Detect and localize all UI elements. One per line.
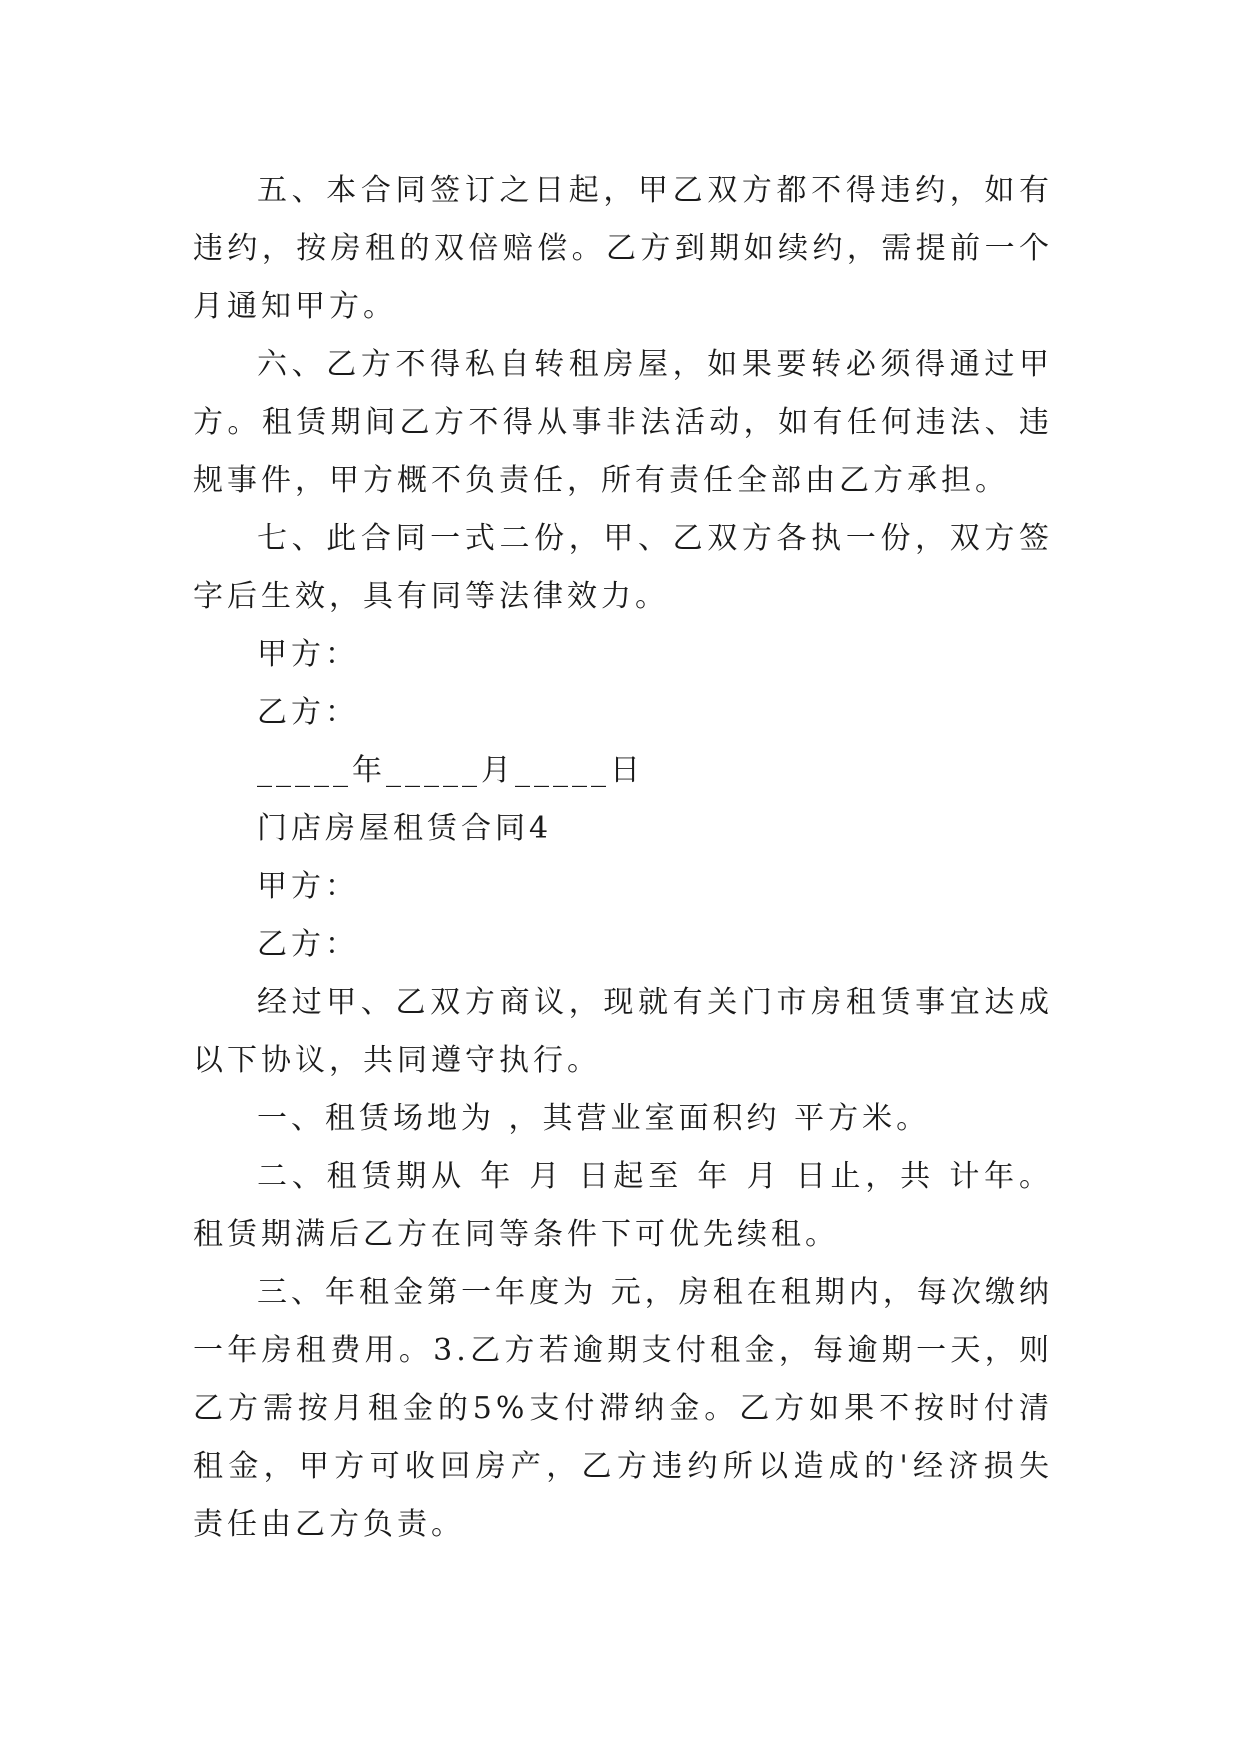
clause-three: 三、年租金第一年度为 元，房租在租期内，每次缴纳一年房租费用。3.乙方若逾期支付租金，每逾期一天，则乙方需按月租金的5%支付滞纳金。乙方如果不按时付清租金，甲方可收回房产，乙方违约所以造成的'经济损失责任由乙方负责。 (193, 1275, 1053, 1542)
clause-one: 一、租赁场地为 ，其营业室面积约 平方米。 (257, 1101, 931, 1136)
contract-title: 门店房屋租赁合同4 (257, 811, 553, 846)
clause-seven: 七、此合同一式二份，甲、乙双方各执一份，双方签字后生效，具有同等法律效力。 (193, 521, 1053, 614)
party-b-signature-line: 乙方： (257, 695, 359, 730)
document-body (193, 162, 1053, 1554)
clause-five: 五、本合同签订之日起，甲乙双方都不得违约，如有违约，按房租的双倍赔偿。乙方到期如续约，需提前一个月通知甲方。 (193, 173, 1053, 324)
party-b-line: 乙方： (257, 927, 359, 962)
party-a-line: 甲方： (257, 869, 359, 904)
preamble: 经过甲、乙双方商议，现就有关门市房租赁事宜达成以下协议，共同遵守执行。 (193, 985, 1053, 1078)
clause-two: 二、租赁期从 年 月 日起至 年 月 日止，共 计年。租赁期满后乙方在同等条件下可优先续租。 (193, 1159, 1053, 1252)
party-a-signature-line: 甲方： (257, 637, 359, 672)
clause-six: 六、乙方不得私自转租房屋，如果要转必须得通过甲方。租赁期间乙方不得从事非法活动，如有任何违法、违规事件，甲方概不负责任，所有责任全部由乙方承担。 (193, 347, 1053, 498)
date-line: _____年_____月_____日 (257, 753, 644, 788)
